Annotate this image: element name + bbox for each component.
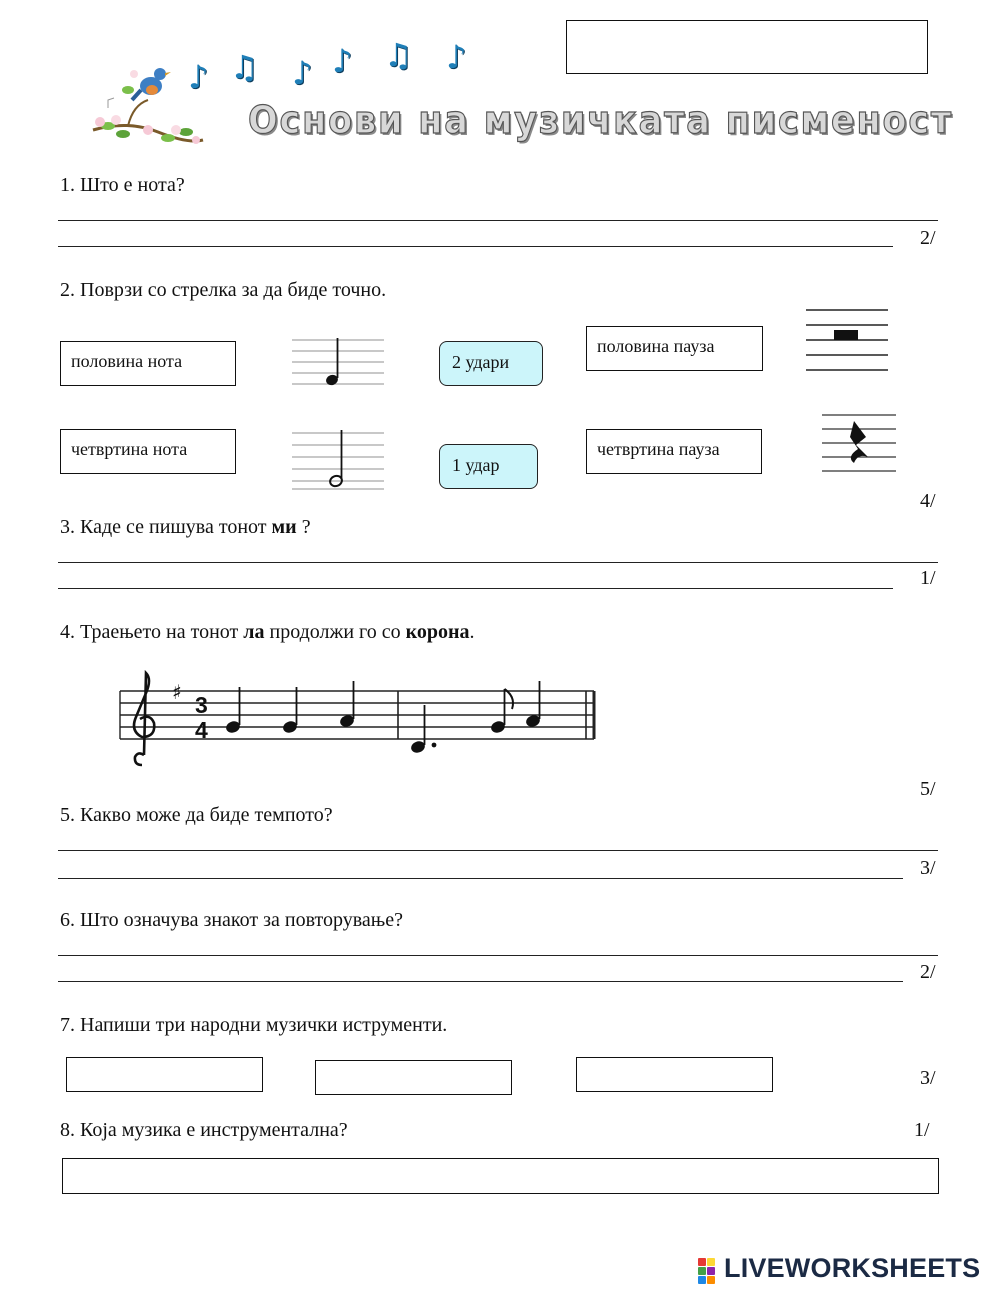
question-3-end: ? bbox=[296, 516, 311, 538]
question-1-score: 2/ bbox=[920, 227, 936, 249]
question-5-prompt: 5. Какво може да биде темпото? bbox=[60, 804, 333, 826]
instrument-answer-3[interactable] bbox=[576, 1057, 773, 1092]
half-note-label[interactable]: половина нота bbox=[60, 341, 236, 386]
question-3-text: 3. Каде се пишува тонот bbox=[60, 516, 272, 538]
answer-line[interactable] bbox=[58, 562, 938, 563]
question-4-text-c: . bbox=[469, 621, 475, 643]
answer-line[interactable] bbox=[58, 955, 938, 956]
quarter-rest-staff-image[interactable] bbox=[822, 413, 896, 473]
fermata-word-bold: корона bbox=[405, 621, 470, 643]
quarter-note-staff-image[interactable] bbox=[292, 334, 384, 392]
question-8-score: 1/ bbox=[914, 1119, 930, 1141]
time-signature-top: 3 bbox=[195, 692, 208, 718]
page-title: Основи на музичката писменост bbox=[248, 98, 954, 142]
half-rest-label[interactable]: половина пауза bbox=[586, 326, 763, 371]
question-6-score: 2/ bbox=[920, 961, 936, 983]
question-7-prompt: 7. Напиши три народни музички иструменти. bbox=[60, 1014, 448, 1036]
answer-line[interactable] bbox=[58, 246, 893, 247]
question-8-prompt: 8. Која музика е инструментална? bbox=[60, 1119, 348, 1141]
question-4-text-b: продолжи го со bbox=[264, 621, 406, 643]
music-note-icon: ♪ bbox=[446, 38, 467, 76]
quarter-note-label[interactable]: четвртина нота bbox=[60, 429, 236, 474]
question-4-prompt bbox=[60, 620, 475, 644]
half-rest-staff-image[interactable] bbox=[806, 308, 888, 372]
answer-line[interactable] bbox=[58, 878, 903, 879]
svg-text:♯: ♯ bbox=[172, 680, 182, 704]
two-beats-card[interactable]: 2 удари bbox=[439, 341, 543, 386]
one-beat-card[interactable]: 1 удар bbox=[439, 444, 538, 489]
note-la-bold: ла bbox=[243, 621, 265, 643]
question-1-prompt: 1. Што е нота? bbox=[60, 174, 185, 196]
question-3-prompt bbox=[60, 515, 311, 539]
liveworksheets-brand[interactable]: LIVEWORKSHEETS bbox=[724, 1253, 981, 1283]
liveworksheets-logo-icon bbox=[698, 1258, 720, 1282]
note-mi-bold: ми bbox=[271, 516, 297, 538]
question-4-text-a: 4. Траењето на тонот bbox=[60, 621, 244, 643]
answer-line[interactable] bbox=[58, 220, 938, 221]
question-7-score: 3/ bbox=[920, 1067, 936, 1089]
time-signature-bottom: 4 bbox=[195, 717, 208, 743]
beamed-notes-icon: ♫ bbox=[384, 36, 413, 74]
beamed-notes-icon: ♫ bbox=[230, 48, 259, 86]
answer-line[interactable] bbox=[58, 850, 938, 851]
music-note-icon: ♪ bbox=[292, 54, 313, 92]
answer-line[interactable] bbox=[58, 981, 903, 982]
music-note-icon: ♪ bbox=[332, 42, 353, 80]
half-note-staff-image[interactable] bbox=[292, 428, 384, 492]
instrument-answer-1[interactable] bbox=[66, 1057, 263, 1092]
music-staff-score[interactable] bbox=[100, 665, 600, 769]
quarter-rest-label[interactable]: четвртина пауза bbox=[586, 429, 762, 474]
instrumental-music-answer[interactable] bbox=[62, 1158, 939, 1194]
question-5-score: 3/ bbox=[920, 857, 936, 879]
question-2-score: 4/ bbox=[920, 490, 936, 512]
name-input-box[interactable] bbox=[566, 20, 928, 74]
instrument-answer-2[interactable] bbox=[315, 1060, 512, 1095]
music-note-icon: ♪ bbox=[188, 58, 209, 96]
question-4-score: 5/ bbox=[920, 778, 936, 800]
question-2-prompt: 2. Поврзи со стрелка за да биде точно. bbox=[60, 279, 387, 301]
question-3-score: 1/ bbox=[920, 567, 936, 589]
question-6-prompt: 6. Што означува знакот за повторување? bbox=[60, 909, 404, 931]
answer-line[interactable] bbox=[58, 588, 893, 589]
